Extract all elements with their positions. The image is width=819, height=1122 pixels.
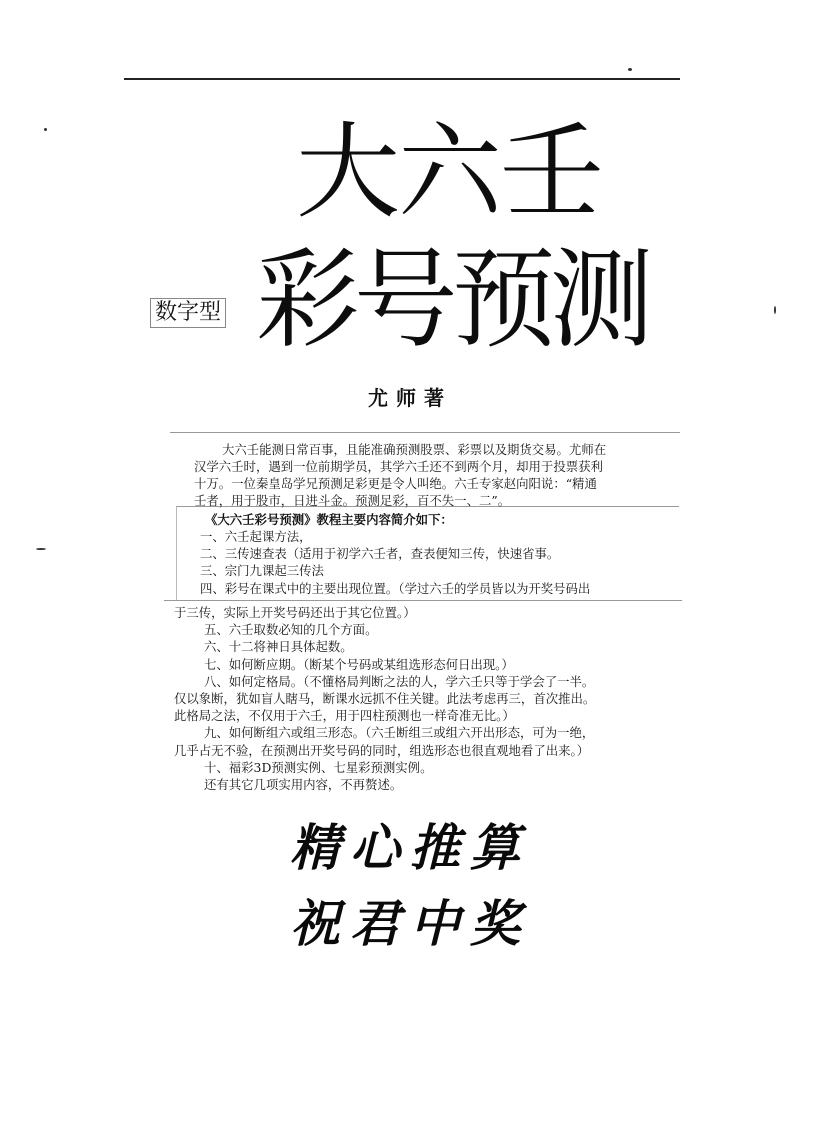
toc-list-part-1 bbox=[200, 528, 590, 597]
toc-heading: 《大六壬彩号预测》教程主要内容简介如下： bbox=[205, 512, 453, 527]
title-line-2: 彩号预测 bbox=[256, 238, 648, 363]
scan-speck bbox=[44, 128, 47, 131]
toc-item: 还有其它几项实用内容，不再赘述。 bbox=[204, 777, 403, 793]
intro-line: 壬者，用于股市，日进斗金。预测足彩，百不失一、二”。 bbox=[194, 493, 511, 508]
toc-item: 此格局之法，不仅用于六壬，用于四柱预测也一样奇准无比。） bbox=[174, 708, 515, 724]
toc-item: 仅以象断，犹如盲人瞎马，断课水远抓不住关键。此法考虑再三，首次推出。 bbox=[174, 691, 596, 707]
toc-item: 七、如何断应期。（断某个号码或某组选形态何日出现。） bbox=[204, 656, 514, 672]
toc-item: 一、六壬起课方法， bbox=[200, 529, 312, 544]
slogan-line-1: 精心推算 bbox=[290, 818, 530, 877]
toc-item: 八、如何定格局。（不懂格局判断之法的人，学六壬只等于学会了一半。 bbox=[204, 673, 595, 689]
toc-item: 几乎占无不验，在预测出开奖号码的同时，组选形态也很直观地看了出来。） bbox=[174, 742, 590, 758]
toc-item: 五、六壬取数必知的几个方面。 bbox=[204, 622, 378, 638]
slogan-line-2: 祝君中奖 bbox=[290, 894, 530, 953]
top-rule bbox=[124, 78, 680, 80]
toc-item: 九、如何断组六或组三形态。（六壬断组三或组六开出形态，可为一绝， bbox=[204, 725, 595, 741]
toc-list-part-2 bbox=[174, 604, 595, 793]
scan-speck bbox=[774, 306, 776, 314]
toc-item: 二、三传速查表（适用于初学六壬者，查表便知三传，快速省事。 bbox=[200, 546, 560, 562]
toc-item: 六、十二将神日具体起数。 bbox=[204, 639, 353, 655]
scan-speck bbox=[36, 548, 46, 550]
toc-item: 十、福彩3D预测实例、七星彩预测实例。 bbox=[204, 759, 433, 775]
intro-line: 汉学六壬时，遇到一位前期学员，其学六壬还不到两个月，却用于投票获利 bbox=[194, 459, 603, 474]
toc-item: 于三传，实际上开奖号码还出于其它位置。） bbox=[174, 605, 416, 620]
intro-paragraph bbox=[194, 441, 606, 509]
toc-item: 四、彩号在课式中的主要出现位置。（学过六壬的学员皆以为开奖号码出 bbox=[200, 580, 591, 596]
toc-item: 三、宗门九课起三传法 bbox=[200, 563, 324, 579]
scan-speck bbox=[628, 68, 632, 71]
author: 尤师著 bbox=[368, 386, 452, 410]
title-prefix: 数字型 bbox=[150, 298, 226, 328]
intro-line: 大六壬能测日常百事，且能准确预测股票、彩票以及期货交易。尤师在 bbox=[222, 442, 607, 457]
title-line-1: 大六壬 bbox=[296, 111, 603, 233]
intro-line: 十万。一位秦皇岛学兄预测足彩更是令人叫绝。六壬专家赵向阳说：“精通 bbox=[194, 476, 597, 491]
